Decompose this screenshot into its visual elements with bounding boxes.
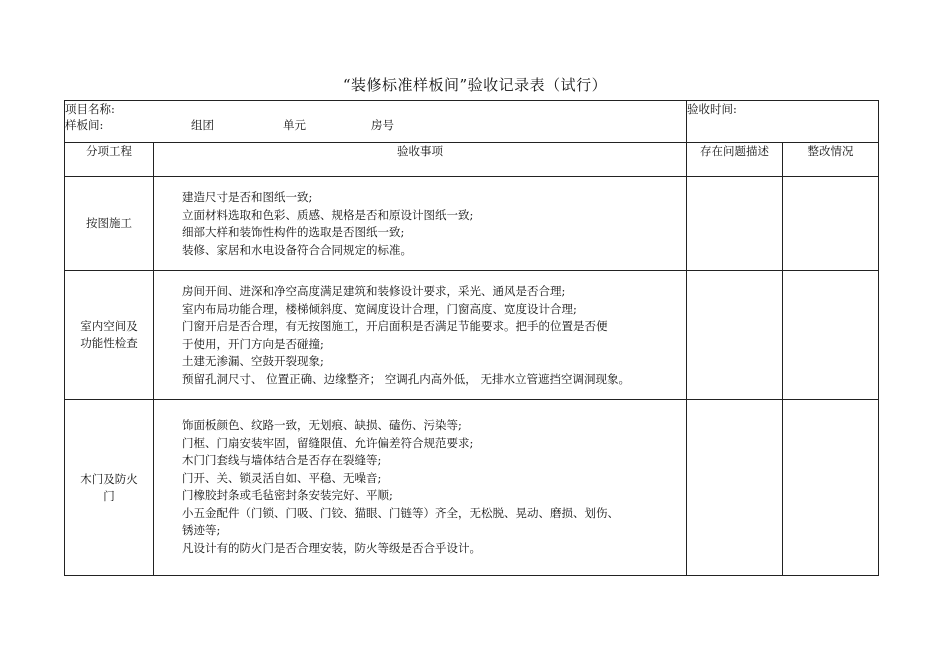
header-row bbox=[65, 101, 879, 143]
column-header-rectification: 整改情况 bbox=[783, 143, 879, 177]
item-line: 凡设计有的防火门是否合理安装，防火等级是否合乎设计。 bbox=[182, 540, 481, 555]
item-line: 预留孔洞尺寸、 位置正确、边缘整齐； 空调孔内高外低， 无排水立管遮挡空调洞现象。 bbox=[182, 371, 630, 386]
item-line: 土建无渗漏、空鼓开裂现象; bbox=[182, 354, 324, 368]
item-line: 装修、家居和水电设备符合合同规定的标准。 bbox=[182, 242, 412, 257]
category-label-line: 功能性检查 bbox=[80, 336, 138, 350]
item-line: 细部大样和装饰性构件的选取是否图纸一致; bbox=[182, 225, 405, 239]
item-line: 木门门套线与墙体结合是否存在裂缝等; bbox=[182, 453, 382, 467]
item-line: 门框、门扇安装牢固，留缝限值、允许偏差符合规范要求; bbox=[182, 435, 474, 450]
category-label-line: 木门及防火 bbox=[80, 471, 138, 486]
column-header-category: 分项工程 bbox=[65, 143, 154, 177]
item-line: 室内布局功能合理，楼梯倾斜度、宽阔度设计合理，门窗高度、宽度设计合理; bbox=[182, 301, 577, 316]
form-title: “装修标准样板间”验收记录表（试行） bbox=[342, 76, 608, 94]
issues-cell[interactable] bbox=[687, 400, 783, 576]
rectification-cell[interactable] bbox=[783, 271, 879, 400]
category-label-line: 门 bbox=[103, 488, 115, 503]
item-line: 于使用，开门方向是否碰撞; bbox=[182, 336, 324, 351]
sample-room-line bbox=[65, 117, 686, 133]
project-info-cell bbox=[65, 101, 687, 143]
item-line: 小五金配件（门锁、门吸、门铰、猫眼、门链等）齐全，无松脱、晃动、磨损、划伤、 bbox=[182, 505, 619, 520]
acceptance-time-label: 验收时间: bbox=[687, 102, 737, 116]
category-cell bbox=[65, 271, 154, 400]
unit-label: 单元 bbox=[283, 118, 306, 132]
category-label: 按图施工 bbox=[86, 216, 132, 230]
category-cell bbox=[65, 400, 154, 576]
acceptance-record-table bbox=[64, 100, 879, 576]
project-name-line bbox=[65, 101, 686, 117]
rectification-cell[interactable] bbox=[783, 177, 879, 271]
item-line: 锈迹等; bbox=[182, 523, 221, 537]
item-line: 门窗开启是否合理，有无按图施工，开启面积是否满足节能要求。把手的位置是否便 bbox=[182, 319, 608, 333]
room-label: 房号 bbox=[371, 118, 394, 132]
rectification-cell[interactable] bbox=[783, 400, 879, 576]
items-cell bbox=[154, 177, 687, 271]
items-cell bbox=[154, 400, 687, 576]
column-header-issues: 存在问题描述 bbox=[687, 143, 783, 177]
item-line: 立面材料选取和色彩、质感、规格是否和原设计图纸一致; bbox=[182, 207, 474, 222]
item-line: 房间开间、进深和净空高度满足建筑和装修设计要求，采光、通风是否合理; bbox=[182, 284, 566, 298]
items-cell bbox=[154, 271, 687, 400]
category-label-line: 室内空间及 bbox=[80, 319, 138, 333]
table-row bbox=[65, 177, 879, 271]
item-line: 建造尺寸是否和图纸一致; bbox=[182, 190, 313, 204]
project-name-label: 项目名称: bbox=[65, 102, 115, 116]
sample-room-label: 样板间: bbox=[65, 118, 104, 132]
acceptance-time-cell bbox=[687, 101, 879, 143]
table-row bbox=[65, 271, 879, 400]
category-cell bbox=[65, 177, 154, 271]
item-line: 门橡胶封条或毛毡密封条安装完好、平顺; bbox=[182, 488, 393, 502]
table-row bbox=[65, 400, 879, 576]
item-line: 饰面板颜色、纹路一致，无划痕、缺损、磕伤、污染等; bbox=[182, 418, 462, 432]
issues-cell[interactable] bbox=[687, 177, 783, 271]
column-header-row bbox=[65, 143, 879, 177]
column-header-items: 验收事项 bbox=[154, 143, 687, 177]
item-line: 门开、关、锁灵活自如、平稳、无噪音; bbox=[182, 470, 382, 485]
group-label: 组团 bbox=[191, 118, 214, 132]
issues-cell[interactable] bbox=[687, 271, 783, 400]
